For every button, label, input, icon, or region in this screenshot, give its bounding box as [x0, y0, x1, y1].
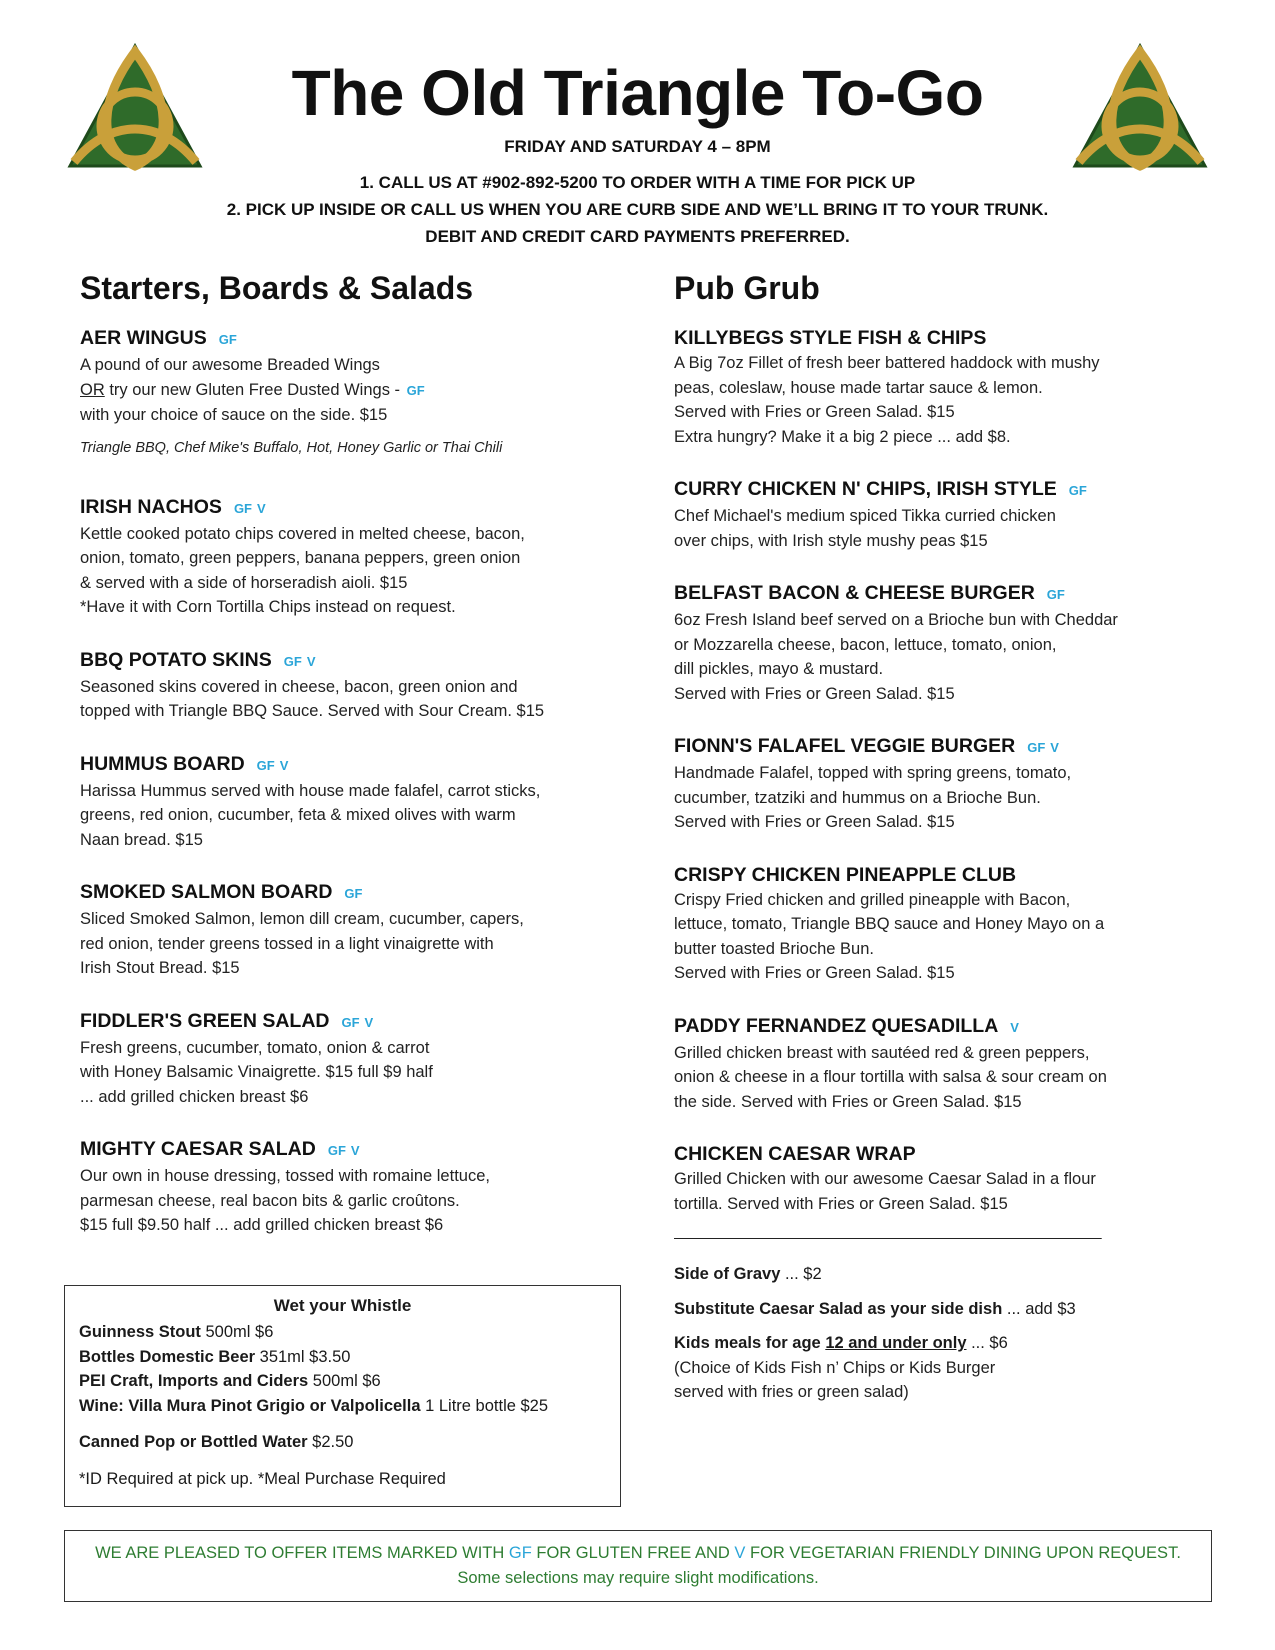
item-desc: $15 full $9.50 half ... add grilled chicken breast $6 — [80, 1216, 444, 1234]
order-step-1: 1. CALL US AT #902-892-5200 TO ORDER WITH A TIME FOR PICK UP — [359, 173, 916, 192]
item-desc: A Big 7oz Fillet of fresh beer battered haddock with mushy — [674, 354, 1100, 372]
pub-grub-column — [674, 270, 1199, 1405]
item-desc: the side. Served with Fries or Green Salad. $15 — [674, 1092, 1022, 1111]
drinks-box — [64, 1285, 621, 1507]
item-desc: cucumber, tzatziki and hummus on a Brioche Bun. — [674, 788, 1041, 807]
item-name: FIONN'S FALAFEL VEGGIE BURGER — [674, 735, 1016, 757]
menu-item-irish-nachos — [80, 494, 620, 620]
gf-tag: GF — [1068, 483, 1087, 498]
menu-title: The Old Triangle To-Go — [291, 57, 984, 129]
item-name: BBQ POTATO SKINS — [80, 648, 272, 671]
item-desc: tortilla. Served with Fries or Green Salad. $15 — [674, 1194, 1008, 1213]
kids-meals-detail: served with fries or green salad) — [674, 1383, 909, 1401]
menu-item-curry-chicken — [674, 476, 1199, 553]
item-desc: Handmade Falafel, topped with spring greens, tomato, — [674, 764, 1072, 782]
menu-item-smoked-salmon-board — [80, 879, 620, 981]
item-desc: or Mozzarella cheese, bacon, lettuce, tomato, onion, — [674, 635, 1057, 654]
order-step-2: 2. PICK UP INSIDE OR CALL US WHEN YOU ARE CURB SIDE AND WE’LL BRING IT TO YOUR TRUNK. — [226, 200, 1049, 219]
item-desc: Irish Stout Bread. $15 — [80, 959, 240, 977]
item-desc: A pound of our awesome Breaded Wings — [80, 356, 380, 374]
item-desc: Grilled chicken breast with sautéed red & green peppers, — [674, 1043, 1090, 1062]
item-name: AER WINGUS — [80, 327, 207, 349]
v-tag: V — [364, 1014, 374, 1030]
item-name: PADDY FERNANDEZ QUESADILLA — [674, 1014, 999, 1037]
menu-item-pineapple-club — [674, 862, 1199, 986]
item-desc: Our own in house dressing, tossed with romaine lettuce, — [80, 1167, 490, 1185]
side-of-gravy: Side of Gravy ... $2 — [674, 1265, 822, 1283]
item-desc: Chef Michael's medium spiced Tikka curried chicken — [674, 507, 1056, 525]
item-name: IRISH NACHOS — [80, 495, 222, 518]
hours-line: FRIDAY AND SATURDAY 4 – 8PM — [504, 137, 771, 156]
item-name: KILLYBEGS STYLE FISH & CHIPS — [674, 327, 987, 349]
item-desc: Kettle cooked potato chips covered in melted cheese, bacon, — [80, 524, 525, 543]
item-desc: Served with Fries or Green Salad. $15 — [674, 403, 955, 421]
payment-note: DEBIT AND CREDIT CARD PAYMENTS PREFERRED. — [425, 227, 850, 246]
item-desc: over chips, with Irish style mushy peas $15 — [674, 531, 988, 550]
v-tag: V — [1010, 1019, 1019, 1035]
v-tag: V — [350, 1143, 360, 1158]
item-desc: onion & cheese in a flour tortilla with salsa & sour cream on — [674, 1068, 1107, 1086]
item-desc: greens, red onion, cucumber, feta & mixed olives with warm — [80, 806, 516, 824]
menu-item-hummus-board — [80, 751, 620, 853]
item-desc: peas, coleslaw, house made tartar sauce & lemon. — [674, 378, 1043, 397]
dietary-note: WE ARE PLEASED TO OFFER ITEMS MARKED WITH GF FOR GLUTEN FREE AND V FOR VEGETARIAN FRIENDLY DINING UPON REQUEST. — [95, 1544, 1181, 1562]
v-tag: V — [279, 757, 289, 773]
drinks-title: Wet your Whistle — [273, 1296, 412, 1315]
substitute-caesar: Substitute Caesar Salad as your side dish ... add $3 — [674, 1299, 1076, 1318]
v-tag: V — [734, 1544, 746, 1562]
gf-tag: GF — [406, 382, 425, 398]
item-desc: *Have it with Corn Tortilla Chips instead on request. — [80, 598, 456, 616]
item-name: CURRY CHICKEN N' CHIPS, IRISH STYLE — [674, 478, 1057, 500]
gf-tag: GF — [256, 757, 275, 773]
v-tag: V — [1050, 740, 1059, 755]
gf-tag: GF — [327, 1143, 346, 1158]
item-name: SMOKED SALMON BOARD — [80, 881, 333, 903]
item-desc: Served with Fries or Green Salad. $15 — [674, 684, 955, 703]
sauce-options: Triangle BBQ, Chef Mike's Buffalo, Hot, Honey Garlic or Thai Chili — [80, 439, 503, 456]
item-name: MIGHTY CAESAR SALAD — [80, 1138, 316, 1160]
item-desc: Sliced Smoked Salmon, lemon dill cream, cucumber, capers, — [80, 910, 524, 928]
item-desc: Harissa Hummus served with house made falafel, carrot sticks, — [80, 781, 541, 800]
gf-tag: GF — [341, 1014, 360, 1030]
item-name: BELFAST BACON & CHEESE BURGER — [674, 582, 1035, 604]
item-name: FIDDLER'S GREEN SALAD — [80, 1009, 330, 1032]
section-title-pub-grub: Pub Grub — [674, 270, 820, 306]
menu-item-aer-wingus — [80, 325, 620, 460]
menu-item-fish-and-chips — [674, 325, 1199, 449]
item-name: HUMMUS BOARD — [80, 752, 245, 775]
gf-tag: GF — [1046, 587, 1065, 602]
item-desc: dill pickles, mayo & mustard. — [674, 660, 884, 678]
item-desc: Served with Fries or Green Salad. $15 — [674, 964, 955, 982]
section-title-starters: Starters, Boards & Salads — [80, 270, 474, 306]
starters-column — [80, 270, 620, 1265]
kids-meals-detail: (Choice of Kids Fish n’ Chips or Kids Burger — [674, 1358, 996, 1377]
kids-meals: Kids meals for age 12 and under only ... $6 — [674, 1334, 1008, 1352]
drinks-note: *ID Required at pick up. *Meal Purchase Required — [79, 1469, 446, 1488]
menu-item-mighty-caesar-salad — [80, 1136, 620, 1238]
menu-item-belfast-burger — [674, 580, 1199, 706]
item-desc: try our new Gluten Free Dusted Wings - — [104, 380, 401, 399]
gf-tag: GF — [218, 332, 237, 347]
menu-item-quesadilla — [674, 1013, 1199, 1115]
item-desc: with Honey Balsamic Vinaigrette. $15 full $9 half — [80, 1063, 433, 1081]
gf-tag: GF — [283, 653, 302, 669]
item-desc: butter toasted Brioche Bun. — [674, 939, 874, 958]
item-desc: parmesan cheese, real bacon bits & garlic croûtons. — [80, 1191, 460, 1210]
drink-row: Bottles Domestic Beer 351ml $3.50 — [79, 1347, 351, 1366]
divider: ______________________________________________________ — [674, 1223, 1101, 1240]
gf-tag: GF — [508, 1544, 532, 1562]
item-desc: 6oz Fresh Island beef served on a Brioche bun with Cheddar — [674, 611, 1118, 629]
gf-tag: GF — [1027, 740, 1046, 755]
item-desc: Served with Fries or Green Salad. $15 — [674, 813, 955, 831]
gf-tag: GF — [233, 500, 252, 516]
item-desc: with your choice of sauce on the side. $15 — [80, 406, 388, 424]
v-tag: V — [306, 653, 316, 669]
drink-row: Wine: Villa Mura Pinot Grigio or Valpolicella 1 Litre bottle $25 — [79, 1396, 549, 1415]
item-name: CHICKEN CAESAR WRAP — [674, 1143, 916, 1165]
item-desc: red onion, tender greens tossed in a light vinaigrette with — [80, 934, 494, 953]
item-desc: onion, tomato, green peppers, banana peppers, green onion — [80, 549, 521, 567]
item-desc: Crispy Fried chicken and grilled pineapple with Bacon, — [674, 890, 1071, 909]
item-desc: lettuce, tomato, Triangle BBQ sauce and Honey Mayo on a — [674, 915, 1105, 933]
item-desc: Seasoned skins covered in cheese, bacon, green onion and — [80, 677, 518, 696]
item-desc: ... add grilled chicken breast $6 — [80, 1087, 309, 1106]
or-text: OR — [80, 380, 105, 399]
item-desc: topped with Triangle BBQ Sauce. Served with Sour Cream. $15 — [80, 702, 545, 720]
drink-row: Canned Pop or Bottled Water $2.50 — [79, 1433, 354, 1451]
item-desc: Grilled Chicken with our awesome Caesar Salad in a flour — [674, 1170, 1096, 1188]
item-desc: Extra hungry? Make it a big 2 piece ... add $8. — [674, 427, 1011, 446]
gf-tag: GF — [344, 886, 363, 901]
dietary-footer — [64, 1530, 1212, 1602]
item-desc: Fresh greens, cucumber, tomato, onion & carrot — [80, 1038, 430, 1057]
menu-item-falafel-burger — [674, 733, 1199, 835]
item-desc: & served with a side of horseradish aioli. $15 — [80, 573, 408, 592]
menu-item-bbq-potato-skins — [80, 647, 620, 724]
menu-item-fiddlers-green-salad — [80, 1008, 620, 1110]
menu-item-caesar-wrap — [674, 1141, 1199, 1216]
v-tag: V — [257, 500, 266, 516]
drink-row: PEI Craft, Imports and Ciders 500ml $6 — [79, 1372, 381, 1390]
item-desc: Naan bread. $15 — [80, 830, 203, 849]
item-name: CRISPY CHICKEN PINEAPPLE CLUB — [674, 863, 1017, 886]
drink-row: Guinness Stout 500ml $6 — [79, 1323, 274, 1341]
modification-note: Some selections may require slight modifications. — [457, 1569, 819, 1587]
